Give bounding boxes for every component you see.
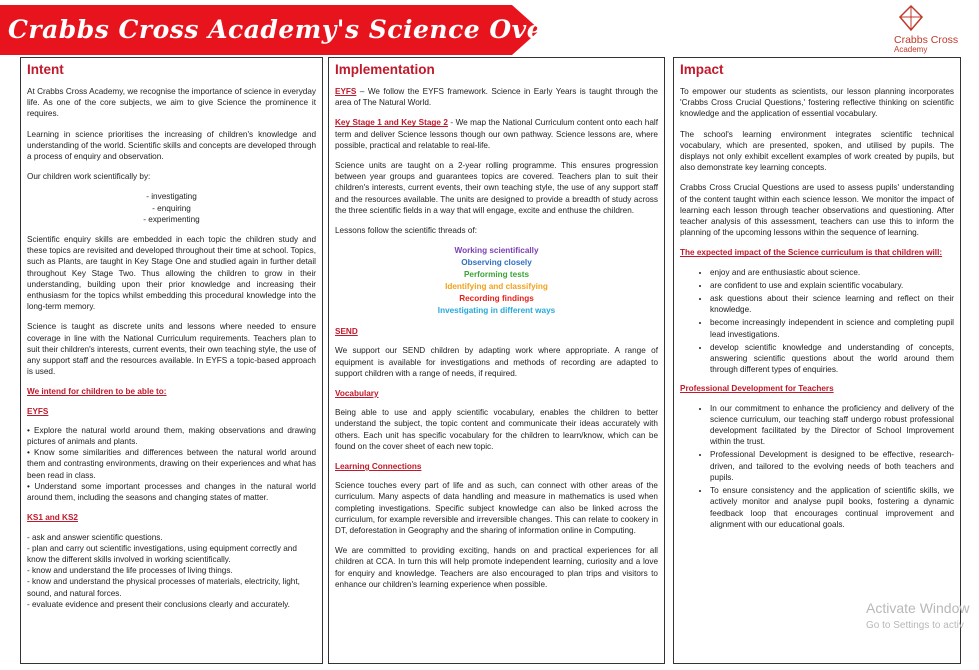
expected-impact-heading: The expected impact of the Science curriculum is that children will: (680, 248, 943, 258)
vocabulary-paragraph: Being able to use and apply scientific vocabulary, enables the children to better understand the subject, the topic content and communicate their ideas accurately with others. Each unit has specific vocabulary for the children to learn/know, which can be found on the cover sheet of each new topic. (335, 408, 658, 451)
implementation-heading: Implementation (335, 62, 435, 77)
thread-item: Identifying and classifying (445, 282, 548, 292)
thread-item: Working scientifically (454, 246, 539, 256)
learning-connections-paragraph: Science touches every part of life and as such, can connect with other areas of the curriculum. Many aspects of data handling and measure in mathematics is used when completing investigations. Specific subject knowledge can also be linked across the curriculum, for example reversible and irreversible changes. This can relate to cookery in DT, deforestation in Geography and the sharing of information online in Computing. (335, 481, 658, 536)
ks-item: - evaluate evidence and present their conclusions clearly and accurately. (27, 599, 290, 609)
learning-connections-heading: Learning Connections (335, 462, 422, 472)
intend-heading: We intend for children to be able to: (27, 387, 167, 397)
intent-paragraph: Scientific enquiry skills are embedded in each topic the children study and these topics are revisited and developed throughout their time at school. Topics, such as Plants, are taught in Key Stage One and studied again in further detail throughout Key Stage Two. Thus allowing the children to grow in their understanding, building upon their prior knowledge and increasing their enthusiasm for the topics whilst embedding this procedural knowledge into the long-term memory. (27, 235, 316, 312)
impact-paragraph: To empower our students as scientists, our lesson planning incorporates 'Crabbs Cross Crucial Questions,' fostering reflective thinking on scientific knowledge and the application of essential vocabulary. (680, 87, 954, 119)
ks-item: - ask and answer scientific questions. (27, 532, 163, 542)
activate-windows-subtext: Go to Settings to activ (866, 620, 964, 631)
eyfs-heading: EYFS (27, 406, 49, 416)
intent-paragraph: Learning in science prioritises the increasing of children's knowledge and understanding of the world. Scientific skills and concepts are developed through a process of enquiry and observation. (27, 129, 317, 162)
skill-item: - investigating (146, 192, 197, 202)
eyfs-label: EYFS (335, 87, 357, 96)
threads-list (335, 245, 658, 317)
skill-item: - enquiring (152, 203, 191, 213)
list-item: • To ensure consistency and the application of scientific skills, we actively monitor and analyse pupil books, fostering a dynamic feedback loop that encourages continual improvement and alignment with our educational goals. (710, 485, 954, 530)
thread-item: Recording findings (459, 294, 534, 304)
thread-item: Investigating in different ways (437, 306, 556, 316)
list-item: • ask questions about their science learning and reflect on their knowledge. (710, 293, 954, 315)
school-logo (888, 4, 966, 54)
ks-label: Key Stage 1 and Key Stage 2 (335, 118, 448, 128)
intent-heading: Intent (27, 62, 64, 77)
eyfs-item: • Explore the natural world around them, making observations and drawing pictures of animals and plants. (27, 425, 316, 447)
page-title: Crabbs Cross Academy's Science Overview (8, 15, 621, 44)
ks-item: - plan and carry out scientific investigations, using equipment correctly and know the different skills involved in working scientifically. (27, 543, 297, 564)
skill-item: - experimenting (143, 214, 200, 224)
ks-heading: KS1 and KS2 (27, 513, 78, 523)
impact-heading: Impact (680, 62, 724, 77)
ks-item: - know and understand the life processes of living things. (27, 566, 233, 576)
ks-text: - We map the National Curriculum content onto each half term and deliver Science lessons though our own pathway. Science lessons are, where possible, practical and relatable to real-life. (335, 118, 658, 150)
list-item: • are confident to use and explain scientific vocabulary. (710, 280, 954, 291)
ks-item: - know and understand the physical processes of materials, electricity, light, sound, and natural forces. (27, 577, 300, 598)
professional-development-heading: Professional Development for Teachers (680, 384, 834, 394)
eyfs-item: • Understand some important processes and changes in the natural world around them, including the seasons and changing states of matter. (27, 481, 316, 503)
send-paragraph: We support our SEND children by adapting work where appropriate. A range of equipment is available for investigations and methods of recording are adapted to support children with a range of needs, if required. (335, 346, 658, 378)
kite-icon (898, 4, 924, 34)
send-heading: SEND (335, 327, 358, 337)
ks-paragraph (335, 117, 658, 151)
title-banner (0, 5, 621, 55)
intent-paragraph: At Crabbs Cross Academy, we recognise the importance of science in everyday life. As one of the core subjects, we aim to give Science the prominence it requires. (27, 87, 316, 119)
thread-item: Observing closely (461, 258, 532, 268)
list-item: • develop scientific knowledge and understanding of concepts, answering scientific questions about the world around them through different types of enquiries. (710, 342, 954, 376)
eyfs-list (27, 425, 316, 503)
implementation-paragraph: Lessons follow the scientific threads of: (335, 226, 477, 236)
implementation-column (328, 57, 665, 664)
list-item: • In our commitment to enhance the proficiency and delivery of the science curriculum, our teaching staff undergo robust professional development facilitated by the Director of School Improvement within the trust. (710, 403, 954, 448)
thread-item: Performing tests (463, 270, 530, 280)
intent-paragraph: Our children work scientifically by: (27, 172, 151, 182)
expected-impact-list (680, 267, 954, 376)
implementation-paragraph: We are committed to providing exciting, hands on and practical experiences for all children at CCA. In turn this will help promote independent learning, curiosity and a love for enquiry and knowledge. Teachers are also encouraged to plan trips and visitors to enhance our children's learning experience when possible. (335, 546, 658, 589)
eyfs-paragraph (335, 86, 658, 108)
activate-windows-watermark: Activate Window (866, 600, 970, 616)
impact-paragraph: Crabbs Cross Crucial Questions are used to assess pupils' understanding of the content taught within each science lesson. We monitor the impact of learning each lesson through teacher observations and questioning. After teacher analysis of this assessment, teachers can use this to inform the planning of the upcoming lessons within the sequence of learning. (680, 183, 954, 238)
skills-list (27, 191, 316, 225)
vocabulary-heading: Vocabulary (335, 389, 379, 399)
professional-development-list (680, 403, 954, 530)
list-item: • become increasingly independent in science and completing pupil lead investigations. (710, 317, 954, 339)
ks-list (27, 532, 316, 610)
intent-column (20, 57, 323, 664)
impact-paragraph: The school's learning environment integrates scientific technical vocabulary, which are presented, spoken, and utilised by pupils. The displays not only exhibit excellent examples of work created by pupils, but also demonstrate key learning concepts. (680, 129, 954, 173)
list-item: • enjoy and are enthusiastic about science. (710, 267, 954, 278)
logo-sub: Academy (894, 45, 928, 54)
impact-column (673, 57, 961, 664)
eyfs-item: • Know some similarities and differences between the natural world around them and contrasting environments, drawing on their experiences and what has been read in class. (27, 448, 316, 480)
list-item: • Professional Development is designed to be effective, research-driven, and tailored to the evolving needs of both teachers and pupils. (710, 449, 954, 483)
intent-paragraph: Science is taught as discrete units and lessons where needed to ensure coverage in line with the National Curriculum requirements. Teachers plan to suit their children's interests, current events, their own teaching style, the use of any support staff and the resources available. In EYFS a topic-based approach is used. (27, 322, 316, 377)
logo-name: Crabbs Cross (894, 34, 959, 46)
eyfs-text: – We follow the EYFS framework. Science in Early Years is taught through the area of The Natural World. (335, 87, 658, 108)
implementation-paragraph: Science units are taught on a 2-year rolling programme. This ensures progression between year groups and guarantees topics are covered. Teachers plan to suit their children's interests, current events, their own teaching style, the use of any support staff and the resources available. The units are designed to provide a breadth of study across the three scientific fields in a way that will engage, excite and enthuse the children. (335, 161, 658, 215)
